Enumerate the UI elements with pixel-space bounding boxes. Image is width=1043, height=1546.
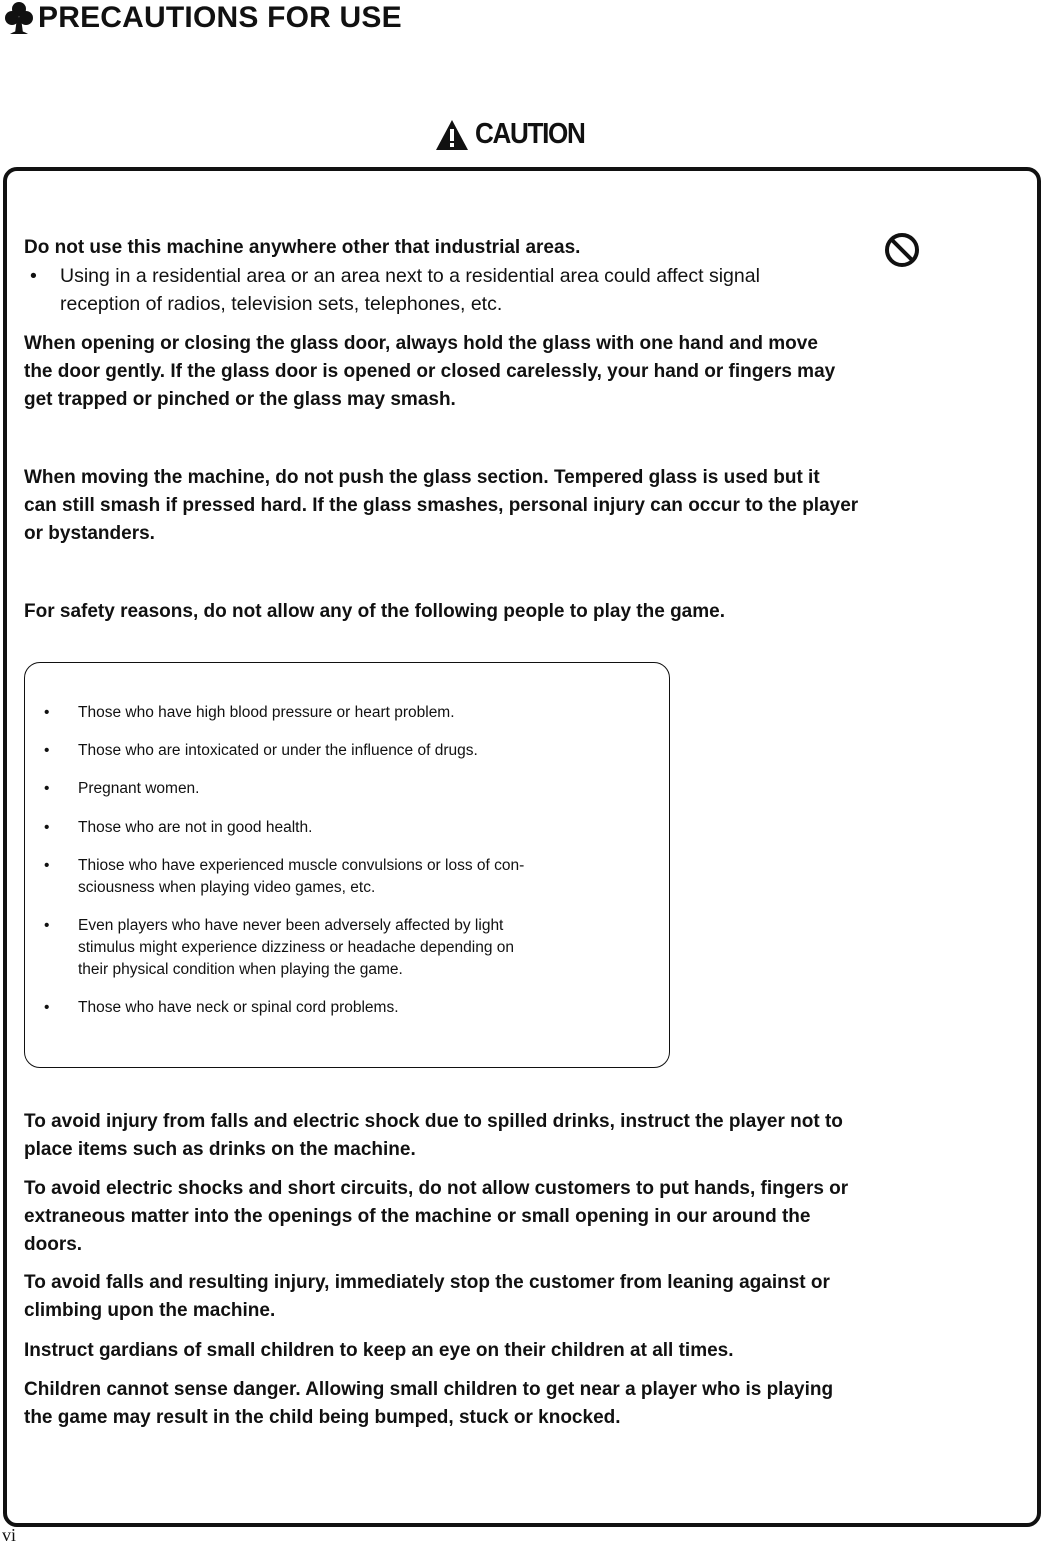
- warning-triangle-icon: [435, 119, 469, 151]
- section-guardians: [24, 1337, 734, 1365]
- text-line: their physical condition when playing the game.: [78, 961, 403, 978]
- club-icon: [4, 0, 34, 36]
- section-industrial-heading: Do not use this machine anywhere other that industrial areas.: [24, 237, 581, 258]
- text-line: stimulus might experience dizziness or headache depending on: [78, 939, 514, 956]
- section-children: [24, 1376, 833, 1432]
- bullet: •: [44, 857, 50, 874]
- page-header: [4, 0, 402, 36]
- caution-heading: [435, 118, 597, 151]
- section-moving-machine: [24, 464, 858, 548]
- text-line: Those who have neck or spinal cord problems.: [78, 999, 399, 1016]
- text-line: Instruct gardians of small children to keep an eye on their children at all times.: [24, 1340, 734, 1361]
- text-line: Those who have high blood pressure or heart problem.: [78, 704, 455, 721]
- text-line: Pregnant women.: [78, 780, 200, 797]
- section-industrial-bullet: [24, 262, 760, 318]
- text-line: place items such as drinks on the machine.: [24, 1139, 416, 1160]
- text-line: Using in a residential area or an area next to a residential area could affect signal: [60, 265, 760, 287]
- text-line: doors.: [24, 1234, 83, 1255]
- bullet: •: [44, 917, 50, 934]
- text-line: To avoid electric shocks and short circuits, do not allow customers to put hands, fingers or: [24, 1178, 849, 1199]
- section-spilled-drinks: [24, 1108, 843, 1164]
- section-electric-shocks: [24, 1175, 848, 1259]
- text-line: For safety reasons, do not allow any of the following people to play the game.: [24, 601, 725, 622]
- text-line: Children cannot sense danger. Allowing small children to get near a player who is playing: [24, 1379, 834, 1400]
- text-line: Even players who have never been adversely affected by light: [78, 917, 504, 934]
- caution-label: CAUTION: [475, 118, 585, 150]
- list-item: [44, 778, 200, 800]
- text-line: extraneous matter into the openings of the machine or small opening in our around the: [24, 1206, 811, 1227]
- page-title: PRECAUTIONS FOR USE: [38, 1, 402, 34]
- section-safety-reasons: [24, 598, 725, 626]
- text-line: When moving the machine, do not push the glass section. Tempered glass is used but it: [24, 467, 820, 488]
- prohibited-icon: [884, 232, 920, 268]
- text-line: Those who are intoxicated or under the influence of drugs.: [78, 742, 478, 759]
- bullet: •: [44, 704, 50, 721]
- bullet: •: [44, 819, 50, 836]
- list-item: [44, 740, 478, 762]
- text-line: the door gently. If the glass door is opened or closed carelessly, your hand or fingers may: [24, 361, 836, 382]
- list-item: [44, 855, 524, 899]
- text-line: When opening or closing the glass door, always hold the glass with one hand and move: [24, 333, 818, 354]
- text-line: or bystanders.: [24, 523, 155, 544]
- section-falls: [24, 1269, 830, 1325]
- list-item: [44, 997, 399, 1019]
- list-item: [44, 702, 455, 724]
- text-line: sciousness when playing video games, etc.: [78, 879, 376, 896]
- text-line: reception of radios, television sets, telephones, etc.: [60, 293, 503, 315]
- text-line: climbing upon the machine.: [24, 1300, 276, 1321]
- bullet: •: [30, 265, 37, 287]
- bullet: •: [44, 999, 50, 1016]
- text-line: To avoid injury from falls and electric shock due to spilled drinks, instruct the player not to: [24, 1111, 843, 1132]
- bullet: •: [44, 742, 50, 759]
- page-number: vi: [2, 1525, 17, 1545]
- list-item: [44, 817, 312, 839]
- text-line: get trapped or pinched or the glass may smash.: [24, 389, 456, 410]
- text-line: the game may result in the child being bumped, stuck or knocked.: [24, 1407, 621, 1428]
- section-glass-door: [24, 330, 835, 414]
- bullet: •: [44, 780, 50, 797]
- text-line: Those who are not in good health.: [78, 819, 313, 836]
- text-line: can still smash if pressed hard. If the glass smashes, personal injury can occur to the player: [24, 495, 859, 516]
- text-line: To avoid falls and resulting injury, immediately stop the customer from leaning against or: [24, 1272, 830, 1293]
- list-item: [44, 915, 514, 981]
- text-line: Thiose who have experienced muscle convulsions or loss of con-: [78, 857, 525, 874]
